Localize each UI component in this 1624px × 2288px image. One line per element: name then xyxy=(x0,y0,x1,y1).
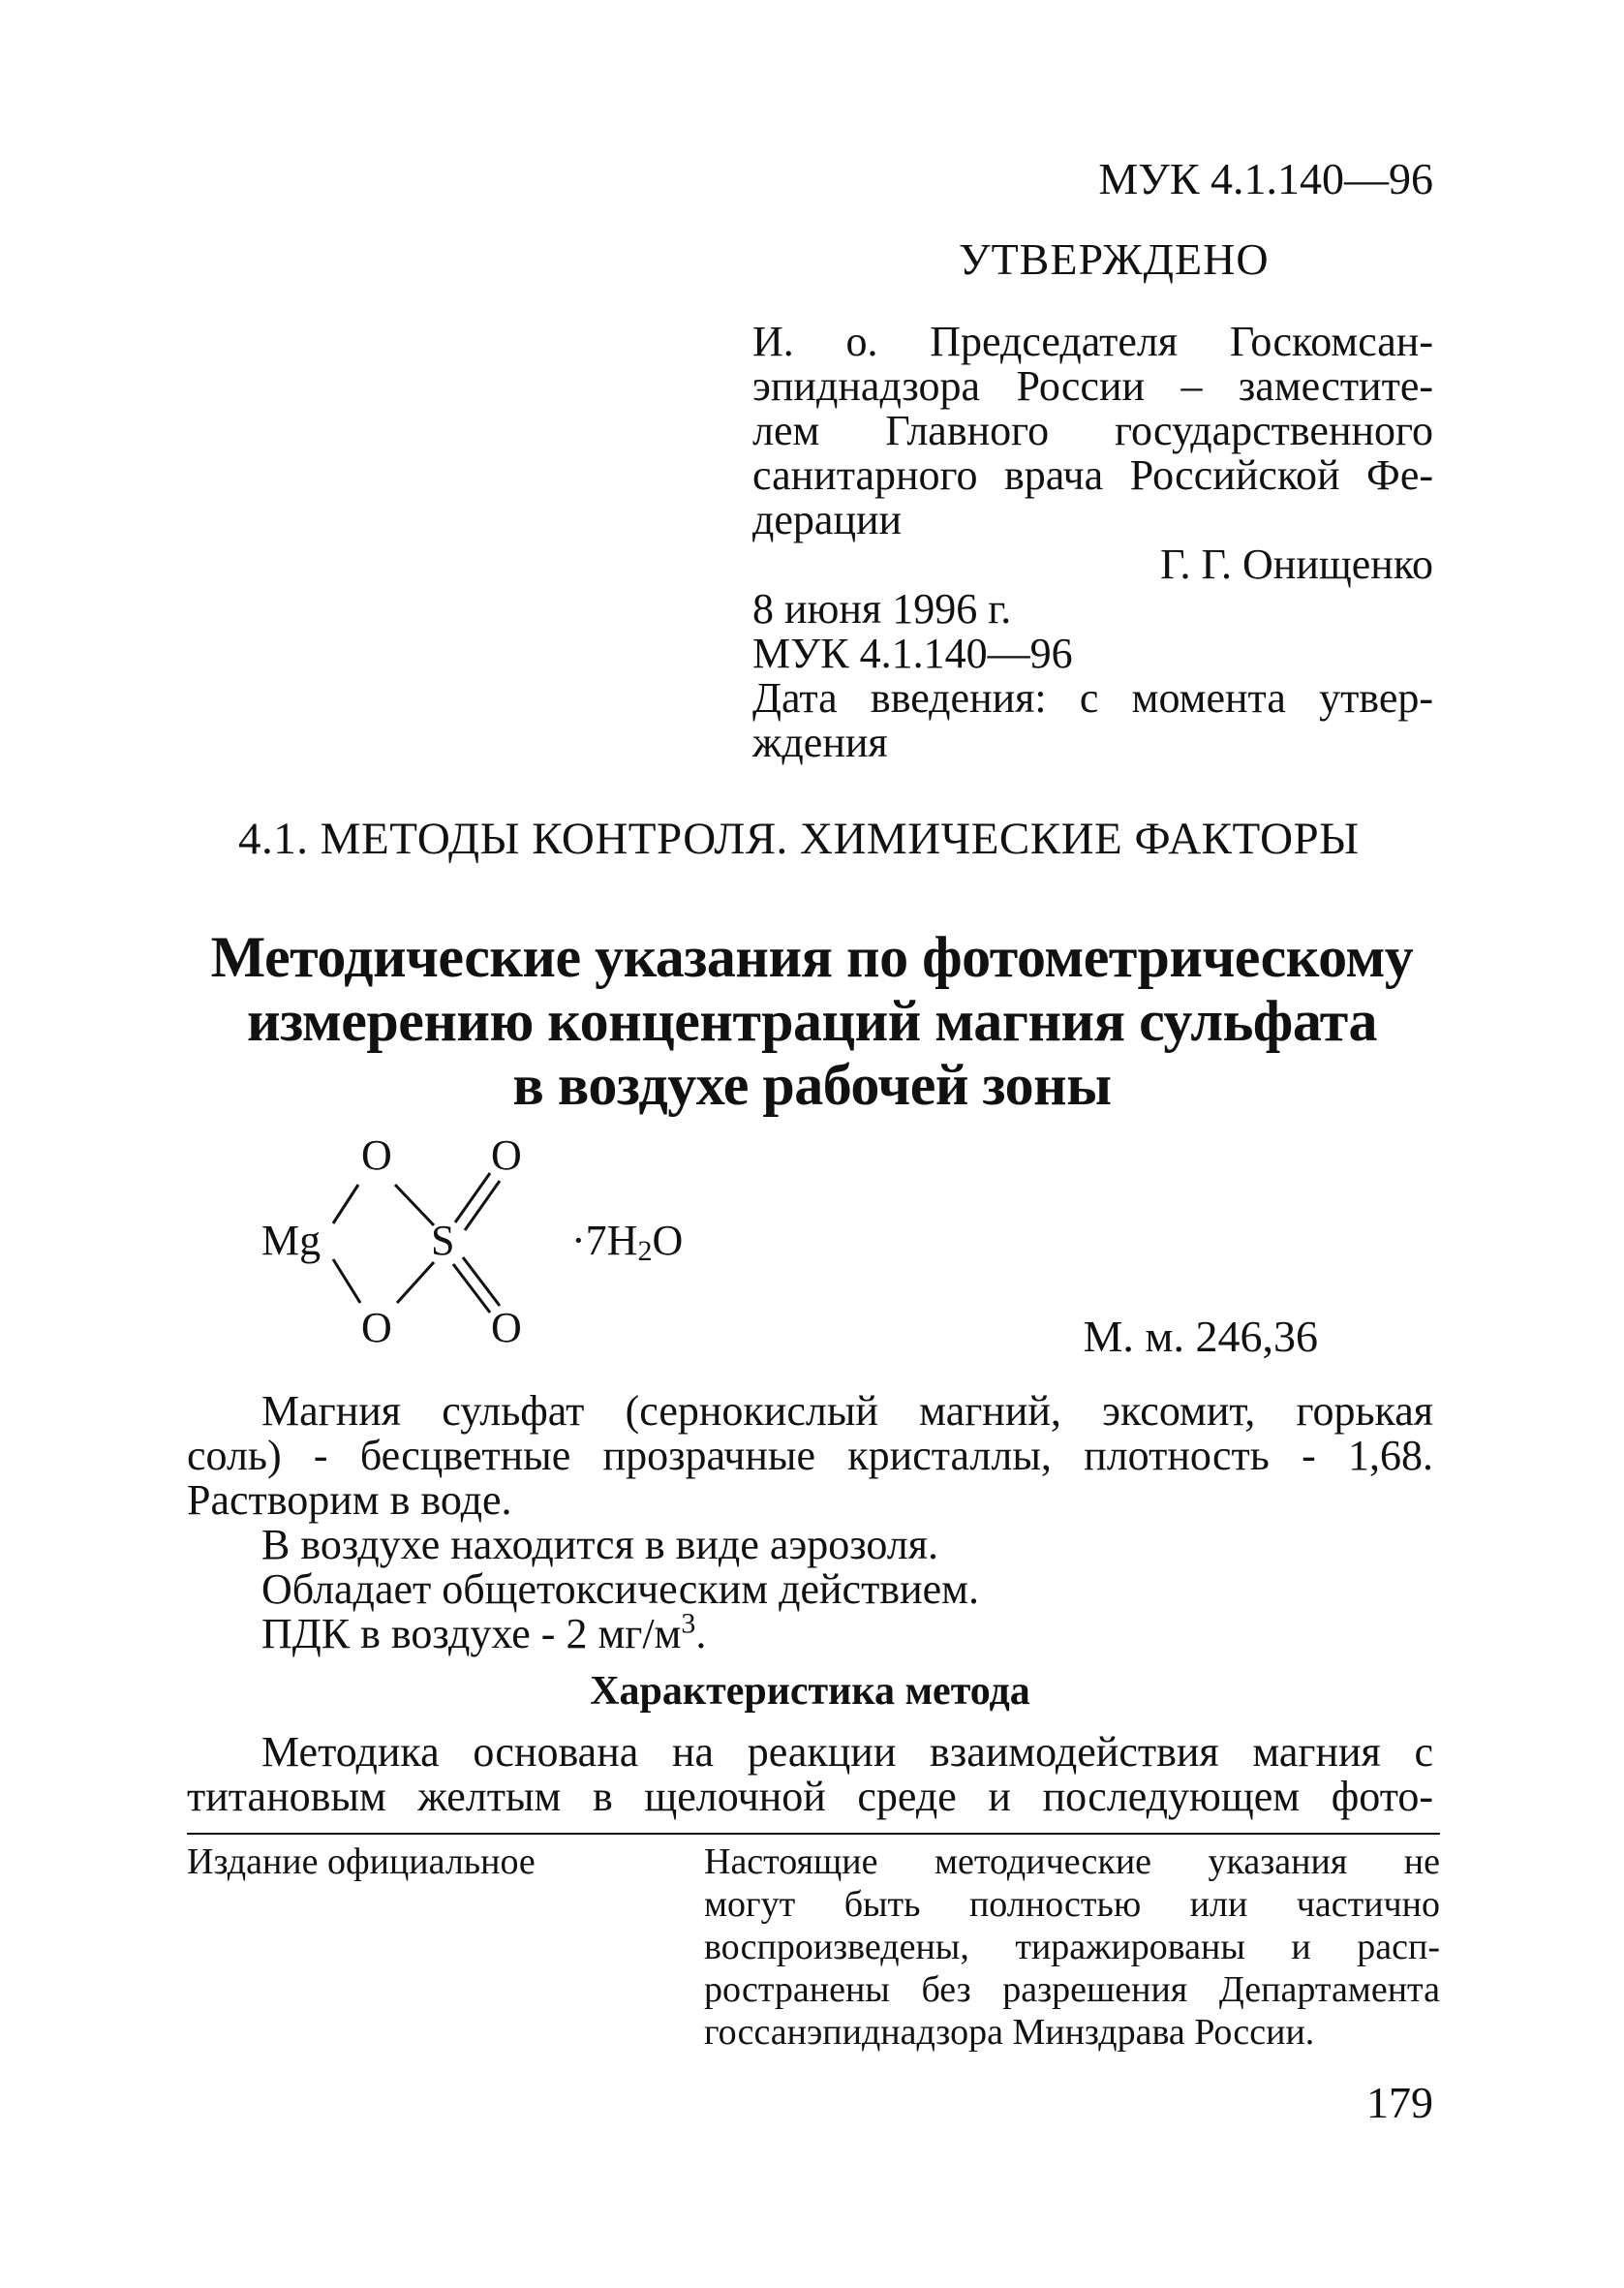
bond-line xyxy=(463,1257,500,1306)
oxygen-atom: O xyxy=(361,1304,392,1351)
approval-block xyxy=(752,320,1433,765)
mg-atom: Mg xyxy=(261,1217,322,1264)
approval-date: 8 июня 1996 г. xyxy=(752,585,1012,633)
hydrate-label: ·7H2O xyxy=(571,1217,684,1267)
bond-line xyxy=(397,1262,434,1303)
approval-line: санитарного врача Российской Фе- xyxy=(752,451,1433,499)
description-line: Растворим в воде. xyxy=(187,1476,512,1524)
molar-mass: М. м. 246,36 xyxy=(1083,1312,1318,1361)
title-line: измерению концентраций магния сульфата xyxy=(247,989,1377,1053)
page-number: 179 xyxy=(1366,2078,1433,2127)
bond-line xyxy=(465,1181,500,1230)
approval-line: И. о. Председателя Госкомсан- xyxy=(752,318,1433,365)
aerosol-line: В воздухе находится в виде аэрозоля. xyxy=(261,1521,938,1568)
method-line: титановым желтым в щелочной среде и последующем фото- xyxy=(187,1773,1433,1820)
official-edition: Издание официальное xyxy=(187,1841,536,1882)
structural-formula xyxy=(252,1129,717,1356)
document-code-2: МУК 4.1.140—96 xyxy=(752,630,1073,677)
bond-line xyxy=(453,1264,490,1313)
title-line: Методические указания по фотометрическому xyxy=(210,925,1414,989)
title-line: в воздухе рабочей зоны xyxy=(512,1053,1112,1117)
oxygen-atom: O xyxy=(361,1131,392,1179)
notice-line: ространены без разрешения Департамента xyxy=(704,1969,1440,2010)
signatory-name: Г. Г. Онищенко xyxy=(1160,541,1433,588)
bond-line xyxy=(333,1259,360,1303)
bond-line xyxy=(455,1173,490,1222)
approved-label: УТВЕРЖДЕНО xyxy=(959,234,1270,284)
sulfur-atom: S xyxy=(431,1217,455,1264)
description-line: соль) - бесцветные прозрачные кристаллы, плотность - 1,68. xyxy=(187,1432,1433,1479)
method-heading: Характеристика метода xyxy=(590,1669,1030,1714)
document-code: МУК 4.1.140—96 xyxy=(1098,154,1433,203)
formula-bonds xyxy=(333,1173,500,1313)
description xyxy=(187,1389,1433,1656)
approval-line: дерации xyxy=(752,496,903,543)
bond-line xyxy=(333,1185,358,1223)
notice-line: могут быть полностью или частично xyxy=(704,1884,1440,1925)
intro-date-line: Дата введения: с момента утвер- xyxy=(752,674,1433,722)
bond-line xyxy=(395,1185,434,1225)
approval-line: лем Главного государственного xyxy=(752,407,1433,454)
footer-divider xyxy=(187,1833,1440,1835)
oxygen-atom: O xyxy=(491,1304,522,1351)
copyright-notice xyxy=(704,1840,1440,2054)
intro-date-line: ждения xyxy=(752,719,888,766)
notice-line: госсанэпиднадзора Минздрава России. xyxy=(704,2012,1315,2053)
document-title xyxy=(145,925,1479,1117)
method-line: Методика основана на реакции взаимодействия магния с xyxy=(261,1728,1433,1776)
toxicity-line: Обладает общетоксическим действием. xyxy=(261,1565,979,1613)
oxygen-atom: O xyxy=(491,1131,522,1179)
notice-line: воспроизведены, тиражированы и расп- xyxy=(704,1927,1440,1967)
pdk-line: ПДК в воздухе - 2 $мг/м^3$. xyxy=(261,1607,707,1657)
description-line: Магния сульфат (сернокислый магний, эксомит, горькая xyxy=(261,1387,1433,1435)
method-text xyxy=(187,1730,1433,1819)
approval-line: эпиднадзора России – заместите- xyxy=(752,362,1433,410)
notice-line: Настоящие методические указания не xyxy=(704,1841,1440,1882)
section-heading: 4.1. МЕТОДЫ КОНТРОЛЯ. ХИМИЧЕСКИЕ ФАКТОРЫ xyxy=(238,814,1360,864)
